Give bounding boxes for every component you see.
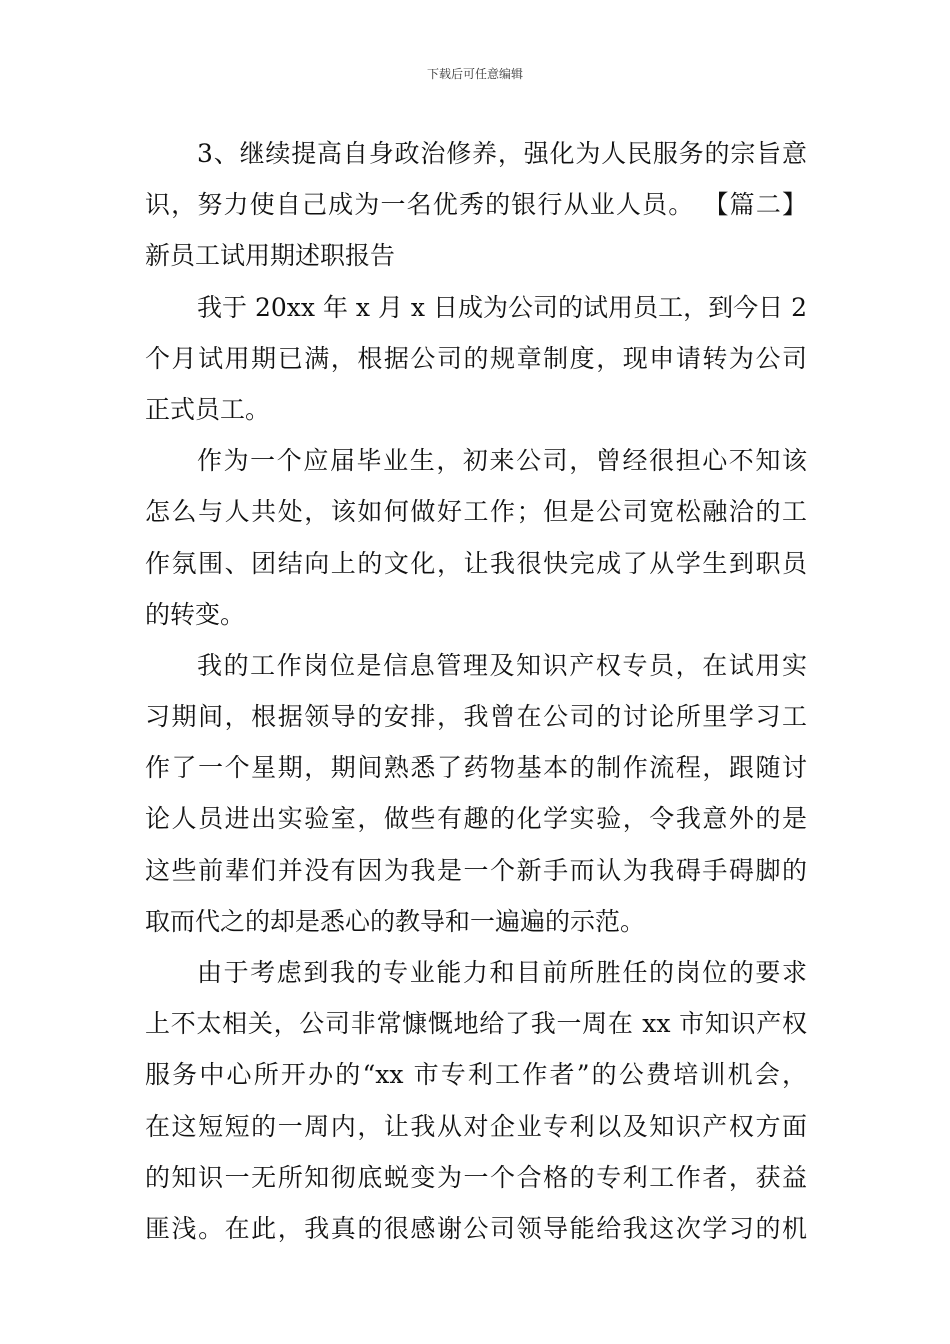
text-line: 这些前辈们并没有因为我是一个新手而认为我碍手碍脚的 (145, 855, 807, 885)
page-header: 下载后可任意编辑 (426, 67, 523, 81)
text-line: 在这短短的一周内，让我从对企业专利以及知识产权方面 (145, 1111, 807, 1141)
text-line: 论人员进出实验室，做些有趣的化学实验，令我意外的是 (145, 804, 807, 834)
text-line: 怎么与人共处，该如何做好工作；但是公司宽松融洽的工 (145, 497, 807, 527)
text-line: 服务中心所开办的“xx 市专利工作者”的公费培训机会， (145, 1060, 807, 1090)
text-line: 我于 20xx 年 x 月 x 日成为公司的试用员工，到今日 2 (197, 292, 807, 322)
paragraph (145, 282, 807, 436)
text-line: 作氛围、团结向上的文化，让我很快完成了从学生到职员 (145, 548, 807, 578)
text-line: 匪浅。在此，我真的很感谢公司领导能给我这次学习的机 (145, 1213, 807, 1243)
text-line: 识，努力使自己成为一名优秀的银行从业人员。 【篇二】 (145, 190, 807, 220)
text-line: 的知识一无所知彻底蜕变为一个合格的专利工作者，获益 (145, 1162, 807, 1192)
text-line: 新员工试用期述职报告 (145, 241, 396, 271)
text-line: 的转变。 (145, 599, 246, 629)
text-line: 3、继续提高自身政治修养，强化为人民服务的宗旨意 (197, 139, 807, 168)
text-line: 正式员工。 (145, 394, 271, 424)
document-body (145, 128, 807, 1254)
paragraph (145, 640, 807, 947)
text-line: 作了一个星期，期间熟悉了药物基本的制作流程，跟随讨 (145, 753, 807, 783)
paragraph (145, 947, 807, 1254)
text-line: 我的工作岗位是信息管理及知识产权专员，在试用实 (197, 650, 807, 680)
text-line: 作为一个应届毕业生，初来公司，曾经很担心不知该 (197, 446, 807, 476)
text-line: 取而代之的却是悉心的教导和一遍遍的示范。 (145, 906, 646, 936)
text-line: 由于考虑到我的专业能力和目前所胜任的岗位的要求 (197, 958, 807, 987)
paragraph (145, 435, 807, 640)
text-line: 上不太相关，公司非常慷慨地给了我一周在 xx 市知识产权 (145, 1009, 807, 1039)
text-line: 个月试用期已满，根据公司的规章制度，现申请转为公司 (145, 343, 807, 373)
paragraph (145, 128, 807, 282)
text-line: 习期间，根据领导的安排，我曾在公司的讨论所里学习工 (145, 702, 807, 732)
